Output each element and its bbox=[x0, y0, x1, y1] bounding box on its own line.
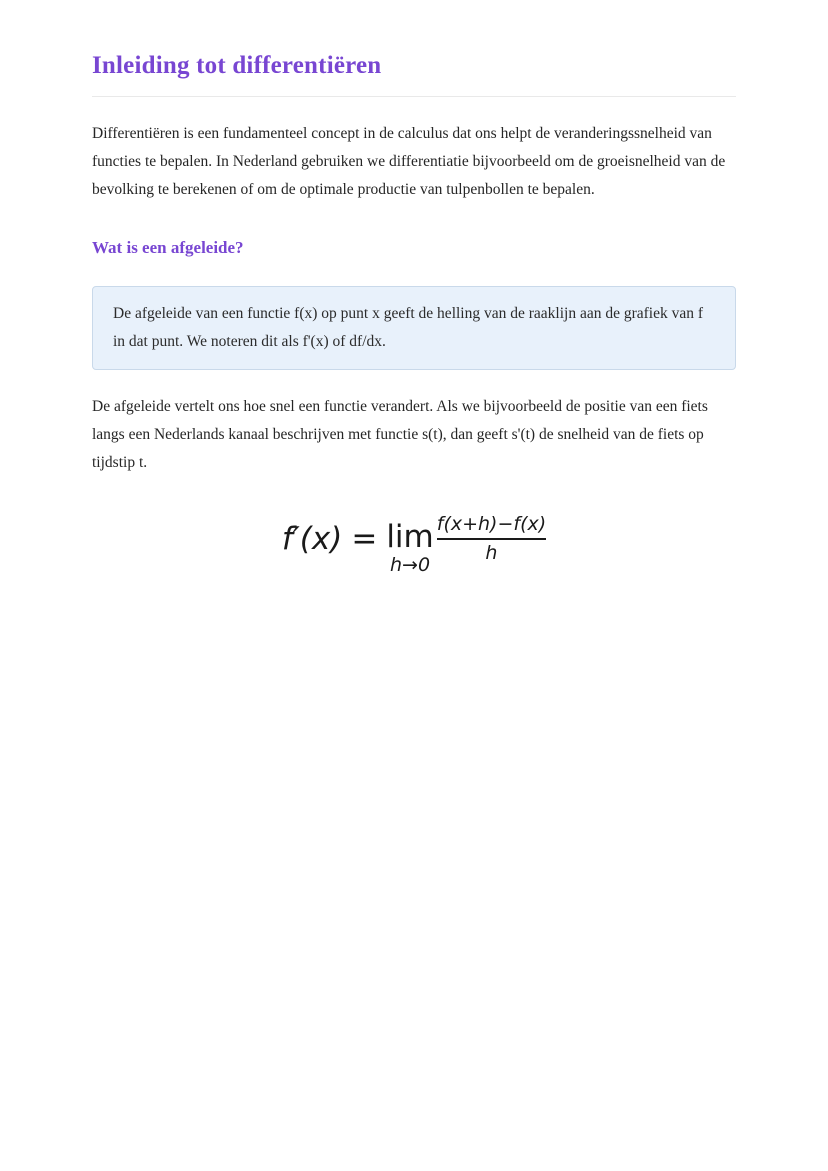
formula-limit-operator: lim bbox=[386, 518, 434, 555]
formula-fraction-bar bbox=[437, 538, 546, 540]
page-title: Inleiding tot differentiëren bbox=[92, 52, 382, 79]
formula-fraction bbox=[437, 514, 546, 564]
derivative-formula bbox=[92, 513, 736, 576]
definition-callout bbox=[92, 286, 736, 370]
section-heading: Wat is een afgeleide? bbox=[92, 237, 244, 257]
formula-lhs: f′(x) bbox=[281, 521, 343, 558]
derivative-explanation-paragraph: De afgeleide vertelt ons hoe snel een functie verandert. Als we bijvoorbeeld de positie van een fiets langs een Nederlands kanaal beschrijven met functie s(t), dan geeft s'(t) de snelheid van de fiets op tijdstip t. bbox=[92, 397, 708, 471]
formula-limit-block bbox=[386, 518, 434, 576]
definition-callout-text: De afgeleide van een functie f(x) op punt x geeft de helling van de raaklijn aan de grafiek van f in dat punt. We noteren dit als f'(x) of df/dx. bbox=[113, 304, 704, 350]
formula-denominator: h bbox=[485, 542, 498, 565]
formula-equals-sign: = bbox=[351, 521, 378, 558]
formula-limit-subscript: h→0 bbox=[390, 553, 431, 576]
intro-paragraph: Differentiëren is een fundamenteel concept in de calculus dat ons helpt de veranderingssnelheid van functies te bepalen. In Nederland gebruiken we differentiatie bijvoorbeeld om de groeisnelheid van de bevolking te berekenen of om de optimale productie van tulpenbollen te bepalen. bbox=[92, 124, 726, 198]
title-divider bbox=[92, 96, 736, 97]
formula-numerator: f(x+h)−f(x) bbox=[436, 513, 547, 536]
